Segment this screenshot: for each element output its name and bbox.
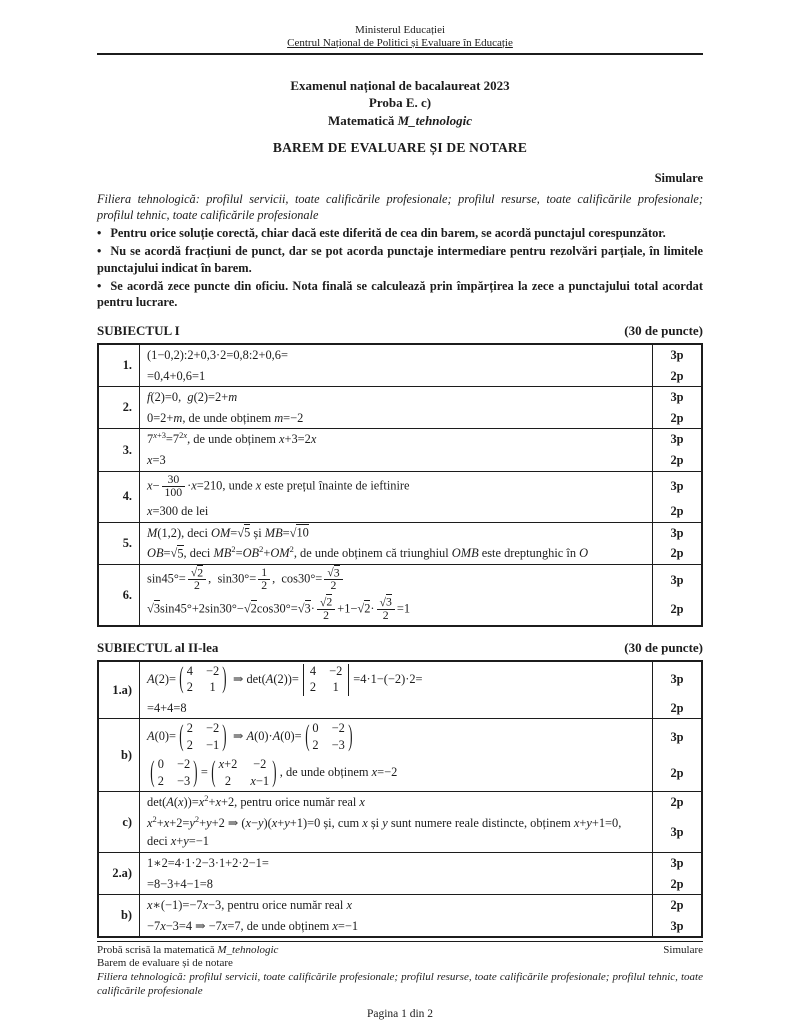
points-cell: 2p bbox=[653, 450, 703, 471]
table-row bbox=[98, 661, 702, 719]
solution-line: OB=√5, deci $MB^2=OB^2+OM^2$, de unde obținem că triunghiul OMB este dreptunghic în O bbox=[147, 544, 589, 561]
points-cell: 3p bbox=[653, 852, 703, 873]
table-row bbox=[98, 852, 702, 894]
points-cell: 2p bbox=[653, 501, 703, 522]
solution-line: (1−0,2):2+0,3·2=0,8:2+0,6= bbox=[147, 347, 288, 362]
table-row bbox=[98, 522, 702, 564]
solution-line: x=3 bbox=[147, 452, 166, 467]
solution-line: =4+4=8 bbox=[147, 700, 187, 715]
points-cell: 2p bbox=[653, 366, 703, 387]
footer-filiera: Filiera tehnologică: profilul servicii, toate calificările profesionale; profilul resurse, toate calificările profesionale; profilul tehnic, toate calificările profesionale bbox=[97, 971, 703, 997]
exam-subject: Matematică M_tehnologic bbox=[327, 113, 473, 129]
points-cell: 3p bbox=[653, 661, 703, 698]
table-row bbox=[98, 471, 702, 522]
footer-exam-line: Probă scrisă la matematică M_tehnologic bbox=[97, 943, 279, 956]
solution-line: −7x−3=4 ⇒ −7x=7, de unde obținem x=−1 bbox=[147, 918, 359, 933]
page-footer bbox=[97, 941, 703, 1021]
session-label: Simulare bbox=[654, 170, 703, 185]
exam-proba: Proba E. c) bbox=[368, 95, 432, 111]
row-number: b) bbox=[98, 895, 140, 938]
row-number: 1.a) bbox=[98, 661, 140, 719]
row-number: c) bbox=[98, 792, 140, 853]
points-cell: 3p bbox=[653, 719, 703, 756]
footer-row bbox=[97, 944, 703, 958]
points-cell: 2p bbox=[653, 698, 703, 719]
rule-bullet bbox=[97, 278, 703, 310]
rule-bullet bbox=[97, 243, 703, 275]
points-cell: 2p bbox=[653, 755, 703, 792]
table-row bbox=[98, 565, 702, 626]
row-number: 3. bbox=[98, 429, 140, 471]
solution-line: $x^2+x+2=y^2+y+2$ ⇒ (x−y)(x+y+1)=0 și, cum x și y sunt numere reale distincte, obținem x+y+1=0, deci x+y=−1 bbox=[147, 813, 622, 849]
row-number: 4. bbox=[98, 471, 140, 522]
points-cell: 3p bbox=[653, 813, 703, 853]
barem-table-subiect2 bbox=[97, 660, 703, 939]
solution-line: A(0)= ( 2 −2 2 −1 ) ⇒ A(0)·A(0)= ( 0 −2 2 −3 ) bbox=[147, 720, 353, 754]
points-cell: 3p bbox=[653, 429, 703, 450]
table-row bbox=[98, 344, 702, 387]
bullet-marker: • bbox=[97, 226, 102, 241]
table-row bbox=[98, 895, 702, 938]
ministry-header bbox=[97, 24, 703, 55]
footer-session-label: Simulare bbox=[663, 943, 703, 956]
barem-heading: BAREM DE EVALUARE ȘI DE NOTARE bbox=[272, 139, 528, 155]
table-row bbox=[98, 792, 702, 853]
table-row bbox=[98, 387, 702, 429]
solution-line: sin45°= $\frac{√2}{2}$ , sin30°= $\frac{1}{2}$ , cos30°= $\frac{√3}{2}$ bbox=[140, 565, 653, 595]
points-cell: 3p bbox=[653, 522, 703, 543]
solution-line: x− $\frac{30}{100}$ ·x=210, unde x este prețul înainte de ieftinire bbox=[147, 472, 410, 499]
solution-line: $\det(A(x))=x^2+x+2$, pentru orice număr real x bbox=[147, 793, 365, 810]
points-cell: 3p bbox=[653, 471, 703, 501]
solution-line: x=300 de lei bbox=[147, 504, 209, 519]
solution-line: $7^{x+3}=7^{2x}$, de unde obținem x+3=2x bbox=[147, 430, 317, 447]
row-number: b) bbox=[98, 719, 140, 792]
solution-line: 1∗2=4·1·2−3·1+2·2−1= bbox=[147, 855, 269, 870]
points-cell: 3p bbox=[653, 916, 703, 938]
solution-line: M(1,2), deci OM=√5 și MB=√10 bbox=[147, 525, 309, 540]
points-cell: 2p bbox=[653, 408, 703, 429]
rule-text: Se acordă zece puncte din oficiu. Nota finală se calculează prin împărțirea la zece a punctajului total acordat pentru lucrare. bbox=[97, 278, 703, 309]
exam-title-block bbox=[97, 77, 703, 157]
page-number: Pagina 1 din 2 bbox=[366, 1007, 434, 1020]
row-number: 2.a) bbox=[98, 852, 140, 894]
exam-title: Examenul național de bacalaureat 2023 bbox=[290, 77, 510, 93]
rule-text: Nu se acordă fracțiuni de punct, dar se pot acorda punctaje intermediare pentru rezolvări parțiale, în limitele punctajului indicat în barem. bbox=[97, 244, 703, 275]
bullet-marker: • bbox=[97, 278, 102, 293]
row-number: 2. bbox=[98, 387, 140, 429]
section-title: SUBIECTUL al II-lea bbox=[97, 639, 219, 655]
section-heading-1 bbox=[97, 323, 703, 339]
section-points: (30 de puncte) bbox=[624, 639, 703, 655]
points-cell: 3p bbox=[653, 565, 703, 595]
rule-text: Pentru orice soluție corectă, chiar dacă este diferită de cea din barem, se acordă punctajul corespunzător. bbox=[110, 226, 666, 241]
rule-bullet bbox=[97, 225, 703, 241]
points-cell: 2p bbox=[653, 895, 703, 916]
solution-line: =8−3+4−1=8 bbox=[147, 876, 213, 891]
row-number: 1. bbox=[98, 344, 140, 387]
section-title: SUBIECTUL I bbox=[97, 322, 180, 338]
points-cell: 3p bbox=[653, 387, 703, 408]
solution-line: √3sin45°+2sin30°−√2cos30°=√3· $\frac{√2}{2}$ +1−√2· $\frac{√3}{2}$ =1 bbox=[147, 595, 411, 623]
bullet-marker: • bbox=[97, 244, 102, 259]
solution-line: x∗(−1)=−7x−3, pentru orice număr real x bbox=[147, 898, 352, 913]
solution-line: =0,4+0,6=1 bbox=[147, 368, 206, 383]
points-cell: 2p bbox=[653, 792, 703, 813]
barem-table-subiect1 bbox=[97, 343, 703, 627]
footer-barem-line: Barem de evaluare și de notare bbox=[97, 957, 233, 970]
solution-line: 0=2+m, de unde obținem m=−2 bbox=[147, 410, 304, 425]
row-number: 6. bbox=[98, 565, 140, 626]
section-points: (30 de puncte) bbox=[624, 322, 703, 338]
row-number: 5. bbox=[98, 522, 140, 564]
solution-line: ( 0 −2 2 −3 ) = ( x+2 −2 2 x−1 ) , de unde obținem x=−2 bbox=[150, 756, 398, 790]
solution-line: A(2)= ( 4 −2 2 1 ) ⇒ det(A(2))= 4 −2 2 1 =4·1−(−2)·2= bbox=[147, 662, 423, 696]
section-heading-2 bbox=[97, 640, 703, 656]
table-row bbox=[98, 719, 702, 792]
center-line: Centrul Național de Politici și Evaluare în Educație bbox=[287, 36, 513, 49]
solution-line: f(2)=0, g(2)=2+m bbox=[147, 390, 238, 405]
points-cell: 2p bbox=[653, 874, 703, 895]
table-row bbox=[98, 429, 702, 471]
points-cell: 2p bbox=[653, 595, 703, 626]
points-cell: 2p bbox=[653, 543, 703, 564]
points-cell: 3p bbox=[653, 344, 703, 366]
ministry-line: Ministerul Educației bbox=[354, 24, 446, 36]
filiera-note: Filiera tehnologică: profilul servicii, toate calificările profesionale; profilul resurse, toate calificările profesionale; profilul tehnic, toate calificările profesionale bbox=[97, 191, 703, 222]
